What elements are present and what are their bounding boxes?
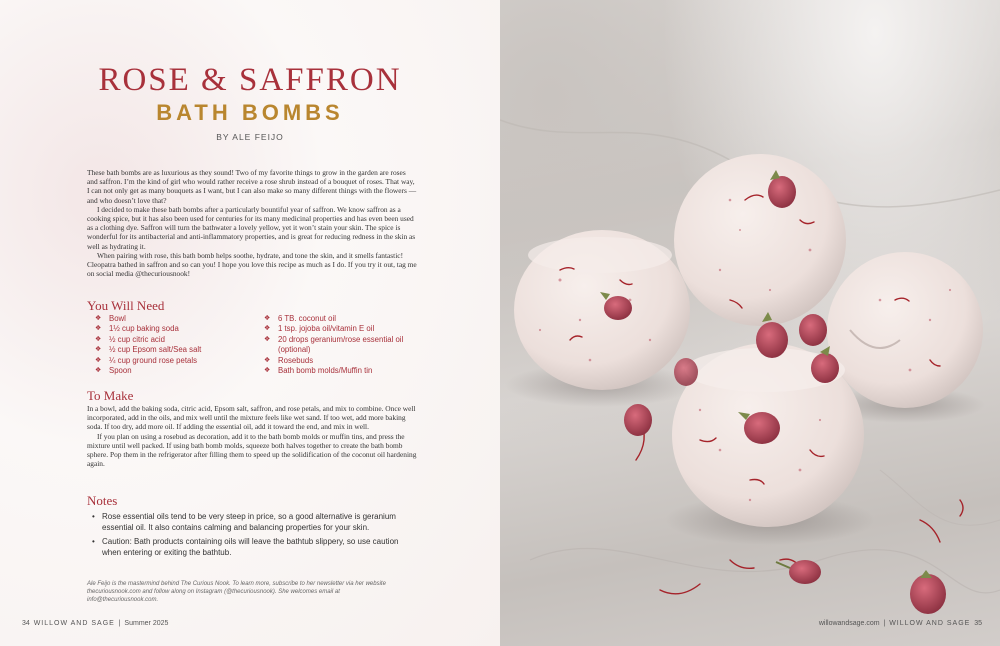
supply-item: ❖ Spoon — [95, 366, 132, 376]
supply-item: ❖ ½ cup Epsom salt/Sea salt — [95, 345, 202, 355]
leaf-bullet-icon: ❖ — [95, 335, 102, 343]
page-number: 35 — [974, 620, 982, 627]
magazine-brand: WILLOW AND SAGE — [33, 620, 115, 627]
supply-item: ❖ ¼ cup ground rose petals — [95, 355, 197, 365]
leaf-bullet-icon: ❖ — [264, 367, 271, 375]
note-item: • Caution: Bath products containing oils will leave the bathtub slippery, so use caution when entering or exiting the bathtub. — [92, 537, 399, 557]
website-label: willowandsage.com — [818, 620, 880, 627]
article-subtitle: BATH BOMBS — [156, 100, 344, 125]
leaf-bullet-icon: ❖ — [264, 325, 271, 333]
rosebud — [624, 404, 652, 436]
leaf-bullet-icon: ❖ — [264, 335, 271, 343]
you-will-need-heading: You Will Need — [87, 298, 165, 313]
rosebud — [776, 560, 821, 584]
leaf-bullet-icon: ❖ — [264, 356, 271, 364]
bath-bomb-left — [514, 230, 690, 390]
supply-item: ❖ Rosebuds — [264, 355, 314, 365]
leaf-bullet-icon: ❖ — [95, 356, 102, 364]
supplies-list-col1 — [95, 314, 255, 376]
issue-label: Summer 2025 — [124, 620, 169, 627]
note-item: • Rose essential oils tend to be very steep in price, so a good alternative is geranium essential oil. It also contains calming and balancing properties for your skin. — [92, 512, 396, 532]
instruction-paragraph: If you plan on using a rosebud as decoration, add it to the bath bomb molds or muffin tins, and press the mixture until well packed. If using bath bomb molds, squeeze both halves together to create the bath bomb sphere. Pop them in the refrigerator after filling them to speed up the solidification of the coconut oil hardening again. — [87, 431, 417, 469]
rosebud — [674, 358, 698, 386]
magazine-brand: WILLOW AND SAGE — [889, 620, 971, 627]
leaf-bullet-icon: ❖ — [264, 315, 271, 322]
leaf-bullet-icon: ❖ — [95, 346, 102, 354]
photo-illustration — [500, 0, 1000, 646]
intro-paragraph: When pairing with rose, this bath bomb helps soothe, hydrate, and tone the skin, and it smells fantastic! Cleopatra bathed in saffron and so can you! I hope you love this recipe as much as I do. If you try it out, tag me on social media @thecuriousnook! — [87, 250, 417, 279]
instructions-text — [87, 404, 417, 468]
supply-item: ❖ 6 TB. coconut oil — [264, 314, 336, 323]
supply-item: ❖ Bowl — [95, 314, 126, 323]
leaf-bullet-icon: ❖ — [95, 315, 102, 322]
supply-item: ❖ ½ cup citric acid — [95, 334, 165, 344]
author-bio: Ale Feijo is the mastermind behind The Curious Nook. To learn more, subscribe to her newsletter via her website thecuriousnook.com and follow along on Instagram (@thecuriousnook). She welcomes email at info@thecuriousnook.com. — [87, 581, 386, 603]
bath-bombs-photo — [500, 0, 1000, 646]
leaf-bullet-icon: ❖ — [95, 367, 102, 375]
intro-text — [87, 168, 417, 278]
byline: BY ALE FEIJO — [216, 132, 284, 142]
footer-left: 34 WILLOW AND SAGE | Summer 2025 — [22, 620, 169, 627]
supply-item: ❖ 1½ cup baking soda — [95, 324, 179, 334]
bullet-icon: • — [92, 512, 95, 521]
intro-paragraph: I decided to make these bath bombs after a particularly bountiful year of saffron. We know saffron as a cooking spice, but it has also been used for centuries for its many medicinal properties and has even been used as a clothing dye. Saffron will turn the bathwater a lovely yellow, yet it won’t stain your skin. The spice is wonderful for its antibacterial and anti-inflammatory properties, and is great for reducing redness in the skin as well as hydrating it. — [87, 204, 416, 251]
bullet-icon: • — [92, 537, 95, 547]
leaf-bullet-icon: ❖ — [95, 325, 102, 333]
bath-bomb-right — [827, 252, 983, 408]
rosebud — [910, 570, 946, 614]
page-number: 34 — [22, 620, 30, 627]
notes-list — [92, 512, 402, 562]
supplies-list-col2 — [264, 314, 414, 376]
supply-item: ❖ 1 tsp. jojoba oil/vitamin E oil — [264, 324, 375, 334]
instruction-paragraph: In a bowl, add the baking soda, citric acid, Epsom salt, saffron, and rose petals, and mix to combine. Once well incorporated, add in the oils, and mix well until the mixture feels like wet sand. If too wet, add more baking soda. If too dry, add more oil. If adding the essential oil, add it toward the end, and mix in well. — [87, 404, 416, 432]
bath-bomb-back — [674, 154, 846, 326]
supply-item: ❖ Bath bomb molds/Muffin tin — [264, 366, 373, 376]
supply-item: ❖ 20 drops geranium/rose essential oil (optional) — [264, 334, 404, 355]
article-title: ROSE & SAFFRON — [98, 62, 402, 98]
intro-paragraph: These bath bombs are as luxurious as they sound! Two of my favorite things to grow in the garden are roses and saffron. I’m the kind of girl who would rather receive a rose shrub instead of a bouquet of roses. That way, I can not only get as many bouquets as I want, but I can also make so many different things with the flowers — and who doesn’t love that? — [87, 168, 417, 205]
to-make-heading: To Make — [87, 388, 134, 403]
footer-right: willowandsage.com | WILLOW AND SAGE 35 — [818, 620, 982, 627]
notes-heading: Notes — [87, 493, 118, 508]
